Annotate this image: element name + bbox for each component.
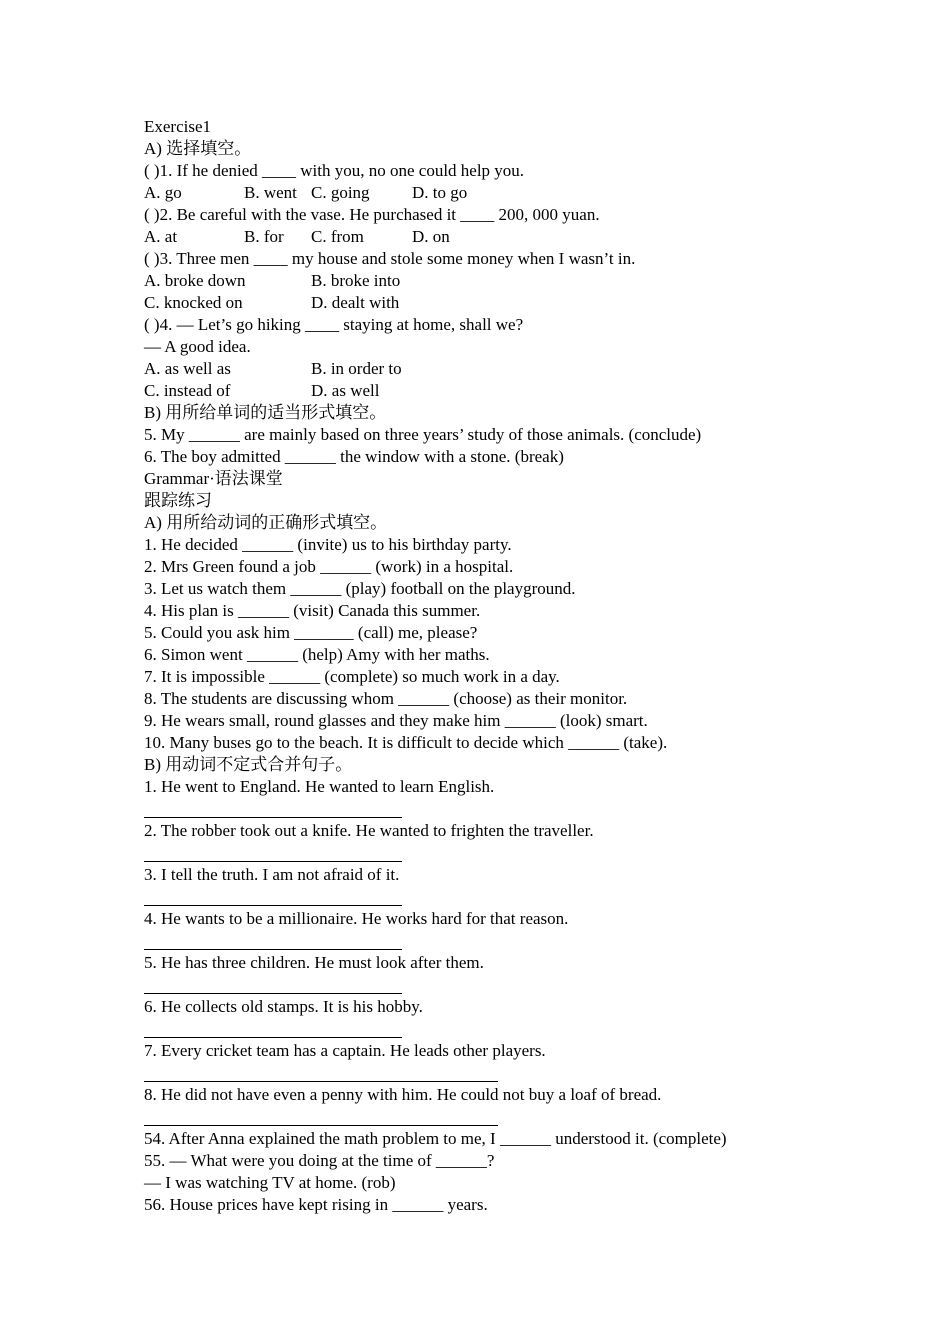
verb-item-7: 7. It is impossible ______ (complete) so much work in a day. xyxy=(144,667,560,686)
verb-item-3: 3. Let us watch them ______ (play) football on the playground. xyxy=(144,579,576,598)
answer-rule xyxy=(144,817,402,818)
answer-line[interactable] xyxy=(144,930,844,952)
option-a: A. broke down xyxy=(144,271,246,290)
verb-item-8: 8. The students are discussing whom ______ (choose) as their monitor. xyxy=(144,689,628,708)
answer-line[interactable] xyxy=(144,886,844,908)
combine-item-5: 5. He has three children. He must look after them. xyxy=(144,953,484,972)
option-d: D. on xyxy=(412,227,450,246)
question-2-stem: ( )2. Be careful with the vase. He purchased it ____ 200, 000 yuan. xyxy=(144,205,600,224)
extra-item-55-reply: — I was watching TV at home. (rob) xyxy=(144,1173,396,1192)
answer-rule xyxy=(144,993,402,994)
option-c: C. instead of xyxy=(144,381,231,400)
section-a-heading: A) 选择填空。 xyxy=(144,139,252,158)
question-4-stem: ( )4. — Let’s go hiking ____ staying at home, shall we? xyxy=(144,315,524,334)
question-3-options-row-2 xyxy=(144,292,844,314)
option-b: B. in order to xyxy=(311,359,402,378)
option-a: A. at xyxy=(144,227,178,246)
option-c: C. from xyxy=(311,227,364,246)
word-form-item-6: 6. The boy admitted ______ the window with a stone. (break) xyxy=(144,447,564,466)
answer-line[interactable] xyxy=(144,798,844,820)
extra-item-55: 55. — What were you doing at the time of ______? xyxy=(144,1151,495,1170)
answer-rule xyxy=(144,1081,498,1082)
answer-rule xyxy=(144,949,402,950)
option-d: D. to go xyxy=(412,183,468,202)
option-b: B. went xyxy=(244,183,297,202)
answer-rule xyxy=(144,1037,402,1038)
question-4-options-row-1 xyxy=(144,358,844,380)
option-d: D. as well xyxy=(311,381,380,400)
section-b-heading: B) 用所给单词的适当形式填空。 xyxy=(144,403,387,422)
verb-item-4: 4. His plan is ______ (visit) Canada this summer. xyxy=(144,601,481,620)
grammar-part-a-heading: A) 用所给动词的正确形式填空。 xyxy=(144,513,388,532)
answer-line[interactable] xyxy=(144,1106,844,1128)
option-a: A. go xyxy=(144,183,182,202)
answer-line[interactable] xyxy=(144,1062,844,1084)
extra-item-54: 54. After Anna explained the math problem to me, I ______ understood it. (complete) xyxy=(144,1129,727,1148)
answer-rule xyxy=(144,861,402,862)
verb-item-1: 1. He decided ______ (invite) us to his birthday party. xyxy=(144,535,512,554)
combine-item-8: 8. He did not have even a penny with him. He could not buy a loaf of bread. xyxy=(144,1085,662,1104)
option-d: D. dealt with xyxy=(311,293,400,312)
question-1-options xyxy=(144,182,844,204)
verb-item-10: 10. Many buses go to the beach. It is difficult to decide which ______ (take). xyxy=(144,733,668,752)
question-4-reply: — A good idea. xyxy=(144,337,251,356)
question-3-stem: ( )3. Three men ____ my house and stole some money when I wasn’t in. xyxy=(144,249,636,268)
exercise-title: Exercise1 xyxy=(144,117,212,136)
option-c: C. knocked on xyxy=(144,293,243,312)
question-3-options-row-1 xyxy=(144,270,844,292)
combine-item-1: 1. He went to England. He wanted to learn English. xyxy=(144,777,495,796)
combine-item-4: 4. He wants to be a millionaire. He works hard for that reason. xyxy=(144,909,569,928)
answer-line[interactable] xyxy=(144,842,844,864)
question-4-options-row-2 xyxy=(144,380,844,402)
answer-rule xyxy=(144,905,402,906)
verb-item-2: 2. Mrs Green found a job ______ (work) in a hospital. xyxy=(144,557,514,576)
option-c: C. going xyxy=(311,183,370,202)
extra-item-56: 56. House prices have kept rising in ______ years. xyxy=(144,1195,488,1214)
option-a: A. as well as xyxy=(144,359,231,378)
document-body xyxy=(144,116,844,1216)
combine-item-3: 3. I tell the truth. I am not afraid of it. xyxy=(144,865,400,884)
option-b: B. broke into xyxy=(311,271,401,290)
question-2-options xyxy=(144,226,844,248)
grammar-part-b-heading: B) 用动词不定式合并句子。 xyxy=(144,755,353,774)
answer-line[interactable] xyxy=(144,1018,844,1040)
answer-line[interactable] xyxy=(144,974,844,996)
combine-item-7: 7. Every cricket team has a captain. He leads other players. xyxy=(144,1041,546,1060)
combine-item-6: 6. He collects old stamps. It is his hobby. xyxy=(144,997,423,1016)
question-1-stem: ( )1. If he denied ____ with you, no one could help you. xyxy=(144,161,525,180)
answer-rule xyxy=(144,1125,498,1126)
combine-item-2: 2. The robber took out a knife. He wanted to frighten the traveller. xyxy=(144,821,594,840)
word-form-item-5: 5. My ______ are mainly based on three years’ study of those animals. (conclude) xyxy=(144,425,702,444)
verb-item-9: 9. He wears small, round glasses and they make him ______ (look) smart. xyxy=(144,711,648,730)
grammar-subheading: 跟踪练习 xyxy=(144,491,212,510)
option-b: B. for xyxy=(244,227,284,246)
verb-item-5: 5. Could you ask him _______ (call) me, please? xyxy=(144,623,478,642)
grammar-heading: Grammar·语法课堂 xyxy=(144,469,283,488)
verb-item-6: 6. Simon went ______ (help) Amy with her maths. xyxy=(144,645,490,664)
